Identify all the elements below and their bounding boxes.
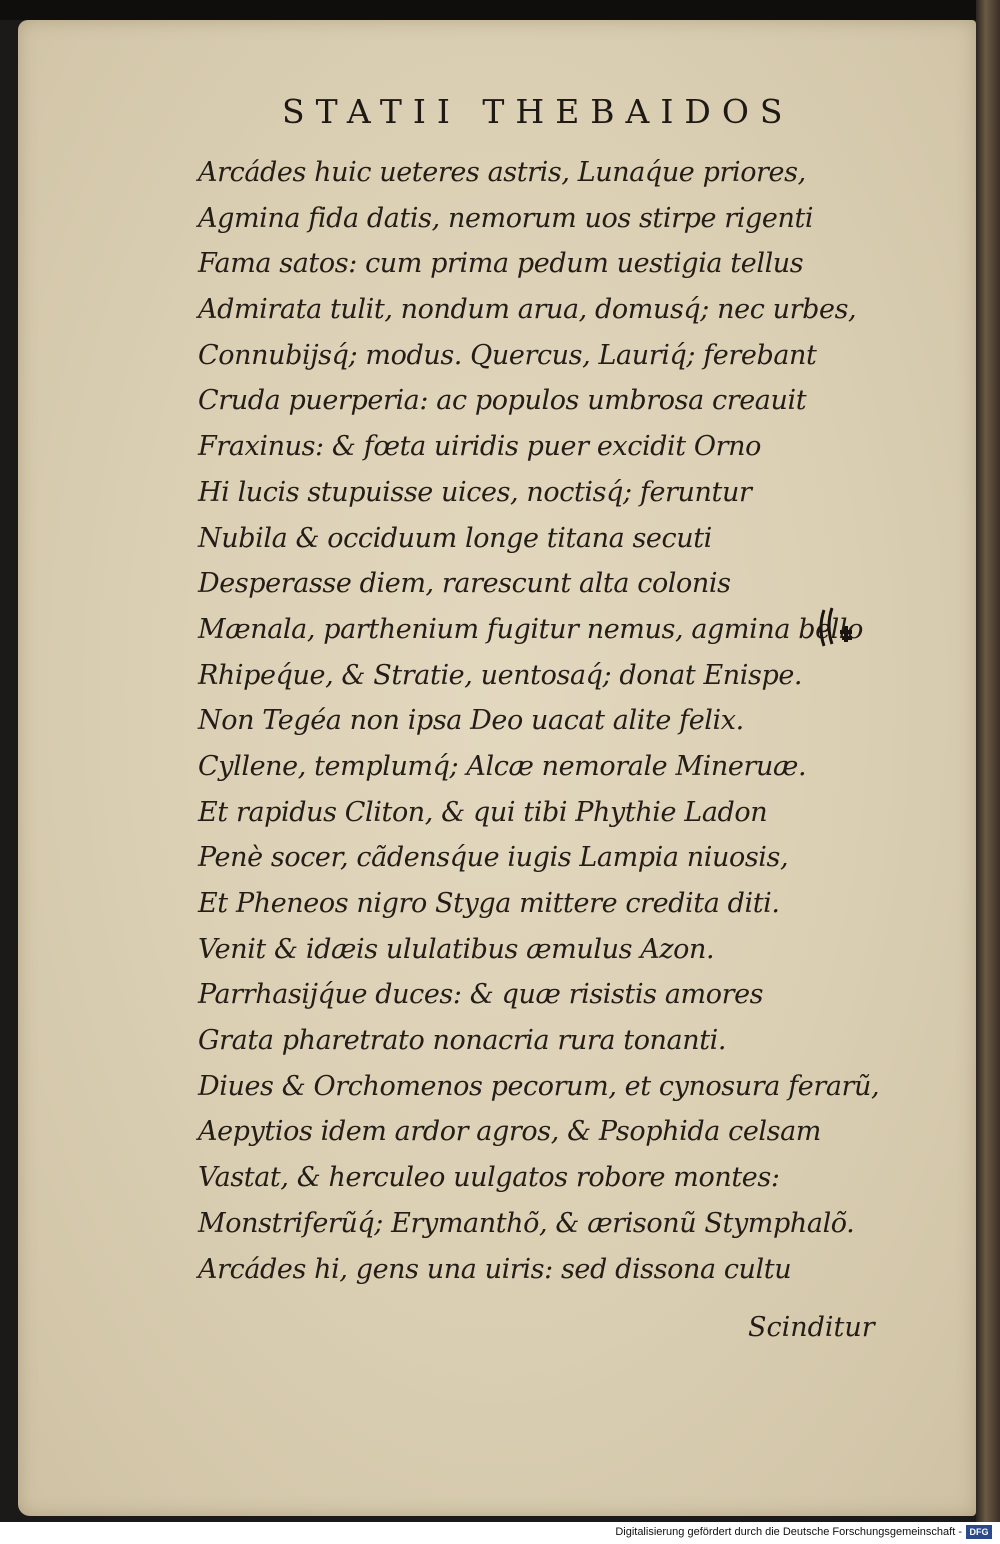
verse-line: Connubijsq́; modus. Quercus, Lauriq́; ferebant (198, 339, 817, 371)
verse-line: Et rapidus Cliton, & qui tibi Phythie Ladon (198, 796, 768, 828)
verse-line: Fama satos: cum prima pedum uestigia tellus (198, 248, 804, 280)
handwritten-margin-mark-icon (812, 606, 862, 658)
verse-line: Nubila & occiduum longe titana secuti (198, 522, 712, 554)
verse-line: Cyllene, templumq́; Alcæ nemorale Mineruæ. (198, 750, 807, 782)
dfg-logo-icon: DFG (966, 1525, 992, 1539)
verse-line: Venit & idæis ululatibus æmulus Azon. (198, 933, 715, 965)
verse-line: Hi lucis stupuisse uices, noctisq́; feruntur (198, 476, 752, 508)
verse-line: Mænala, parthenium fugitur nemus, agmina bello (198, 613, 863, 645)
funding-credit: Digitalisierung gefördert durch die Deutsche Forschungsgemeinschaft - (615, 1526, 962, 1538)
verse-line: Arcádes huic ueteres astris, Lunaq́ue priores, (198, 157, 806, 188)
verse-line: Admirata tulit, nondum arua, domusq́; nec urbes, (198, 294, 857, 326)
verse-line: Grata pharetrato nonacria rura tonanti. (198, 1025, 727, 1057)
verse-line: Diues & Orchomenos pecorum, et cynosura ferarũ, (198, 1070, 880, 1102)
scan-top-edge (0, 0, 1000, 20)
catchword: Scinditur (748, 1312, 875, 1343)
verse-line: Vastat, & herculeo uulgatos robore montes: (198, 1162, 780, 1194)
running-header: STATII THEBAIDOS (282, 92, 794, 131)
verse-line: Et Pheneos nigro Styga mittere credita diti. (198, 888, 780, 919)
verse-line: Aepytios idem ardor agros, & Psophida celsam (198, 1116, 822, 1148)
verse-line: Arcádes hi, gens una uiris: sed dissona cultu (198, 1253, 792, 1285)
verse-line: Desperasse diem, rarescunt alta colonis (198, 568, 731, 600)
verse-line: Cruda puerperia: ac populos umbrosa creauit (198, 385, 807, 417)
verse-text (198, 150, 898, 1292)
verse-line: Fraxinus: & fœta uiridis puer excidit Orno (198, 431, 762, 463)
verse-line: Monstriferũq́; Erymanthõ, & ærisonũ Stymphalõ. (198, 1207, 855, 1239)
verse-line: Penè socer, cãdensq́ue iugis Lampia niuosis, (198, 842, 789, 874)
verse-line: Parrhasijq́ue duces: & quæ risistis amores (198, 979, 764, 1011)
book-spine-edge (976, 0, 1000, 1522)
verse-line: Rhipeq́ue, & Stratie, uentosaq́; donat Enispe. (198, 659, 803, 691)
verse-line: Non Tegéa non ipsa Deo uacat alite felix. (198, 705, 744, 737)
verse-line: Agmina fida datis, nemorum uos stirpe rigenti (198, 202, 814, 234)
